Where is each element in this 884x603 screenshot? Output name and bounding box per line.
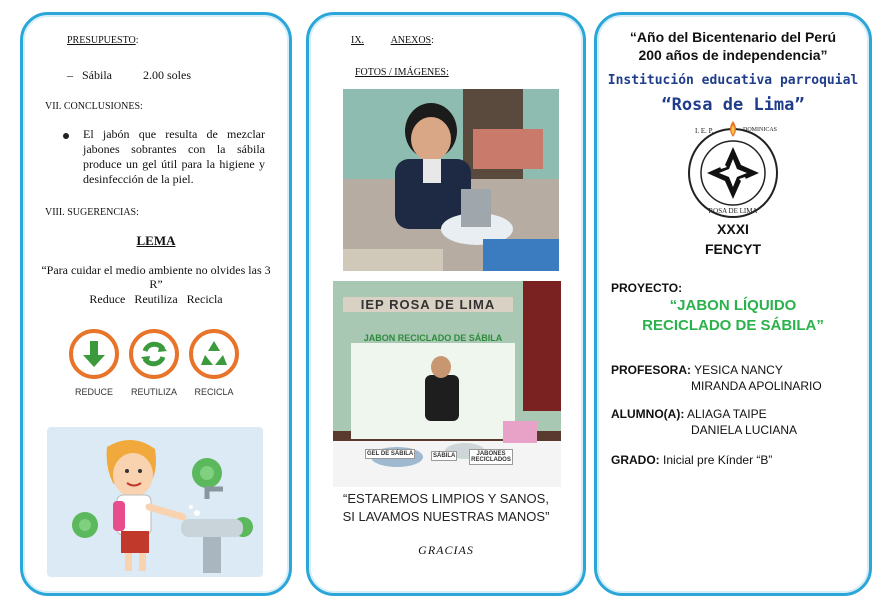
- alumno-name-line2: DANIELA LUCIANA: [691, 423, 798, 437]
- down-arrow-icon: [69, 329, 119, 379]
- anexos-heading-text: ANEXOS: [390, 35, 432, 46]
- grado-row: [611, 453, 772, 467]
- middle-panel: [306, 12, 586, 596]
- proyecto-title-line1: “JABON LÍQUIDO: [669, 297, 797, 314]
- student-photo-1: [343, 89, 559, 271]
- profesora-name-line2: MIRANDA APOLINARIO: [691, 379, 822, 393]
- crest-bottom-text: ROSA DE LIMA: [708, 207, 758, 215]
- lema-heading: LEMA: [136, 233, 176, 248]
- fotos-heading: FOTOS / IMÁGENES:: [355, 67, 449, 78]
- school-name: “Rosa de Lima”: [661, 95, 805, 115]
- right-panel: [594, 12, 872, 596]
- anexos-number: IX.: [351, 35, 365, 46]
- reduce-label: REDUCE: [74, 387, 113, 397]
- lema-words: Reduce Reutiliza Recicla: [89, 292, 223, 306]
- presupuesto-colon: :: [135, 35, 139, 46]
- photo-tag-sabila: SÁBILA: [433, 453, 456, 459]
- presupuesto-dash: –: [67, 68, 73, 82]
- school-crest-logo: [681, 117, 785, 221]
- refresh-arrows-icon: [129, 329, 179, 379]
- student-photo-2: [333, 281, 561, 487]
- presupuesto-item-price: 2.00 soles: [143, 68, 191, 82]
- presupuesto-item-name: Sábila: [82, 68, 112, 82]
- photo-tag-jabones: JABONES RECICLADOS: [469, 449, 513, 465]
- event-line2: FENCYT: [705, 241, 761, 257]
- presupuesto-heading-text: PRESUPUESTO: [67, 35, 136, 46]
- crest-letters-left: I. E. P.: [695, 127, 714, 135]
- year-line1: “Año del Bicentenario del Perú: [629, 29, 837, 45]
- anexos-heading: [351, 35, 434, 46]
- conclusion-text: El jabón que resulta de mezclar jabones sobrantes con la sábila produce un gel útil para la higiene y desinfección de la piel.: [83, 127, 265, 186]
- conclusiones-heading: VII. CONCLUSIONES:: [45, 101, 143, 112]
- closing-quote-line2: SI LAVAMOS NUESTRAS MANOS”: [342, 509, 550, 524]
- photo-tag-gel: GEL DE SÁBILA: [367, 451, 414, 457]
- presupuesto-item: [67, 68, 191, 83]
- handwashing-illustration: [47, 427, 263, 577]
- reutiliza-label: REUTILIZA: [130, 387, 177, 397]
- recicla-label: RECICLA: [194, 387, 234, 397]
- anexos-colon: :: [431, 35, 434, 46]
- proyecto-label: PROYECTO:: [611, 281, 683, 295]
- year-line2: 200 años de independencia”: [638, 47, 828, 63]
- lema-quote: “Para cuidar el medio ambiente no olvides las 3 R”: [41, 263, 271, 291]
- institution-label: Institución educativa parroquial: [607, 73, 859, 88]
- closing-quote-line1: “ESTAREMOS LIMPIOS Y SANOS,: [343, 491, 549, 506]
- bullet-dot: [63, 133, 69, 139]
- crest-letters-right: DOMINICAS: [743, 127, 778, 133]
- profesora-row: [611, 363, 783, 377]
- photo-banner: IEP ROSA DE LIMA: [343, 297, 513, 312]
- proyecto-title-line2: RECICLADO DE SÁBILA”: [642, 317, 824, 334]
- left-panel: [20, 12, 292, 596]
- alumno-label: ALUMNO(A):: [611, 407, 685, 421]
- grado-value: Inicial pre Kínder “B”: [663, 453, 773, 467]
- alumno-row: [611, 407, 767, 421]
- recycle-icon: [189, 329, 239, 379]
- sugerencias-heading: VIII. SUGERENCIAS:: [45, 207, 139, 218]
- presupuesto-heading: [67, 35, 139, 46]
- gracias-text: GRACIAS: [418, 543, 474, 557]
- photo-poster-title: JABON RECICLADO DE SÁBILA: [363, 333, 503, 343]
- profesora-label: PROFESORA:: [611, 363, 692, 377]
- profesora-name-line1: YESICA NANCY: [694, 363, 783, 377]
- event-line1: XXXI: [717, 221, 749, 237]
- grado-label: GRADO:: [611, 453, 660, 467]
- alumno-name-line1: ALIAGA TAIPE: [686, 407, 767, 421]
